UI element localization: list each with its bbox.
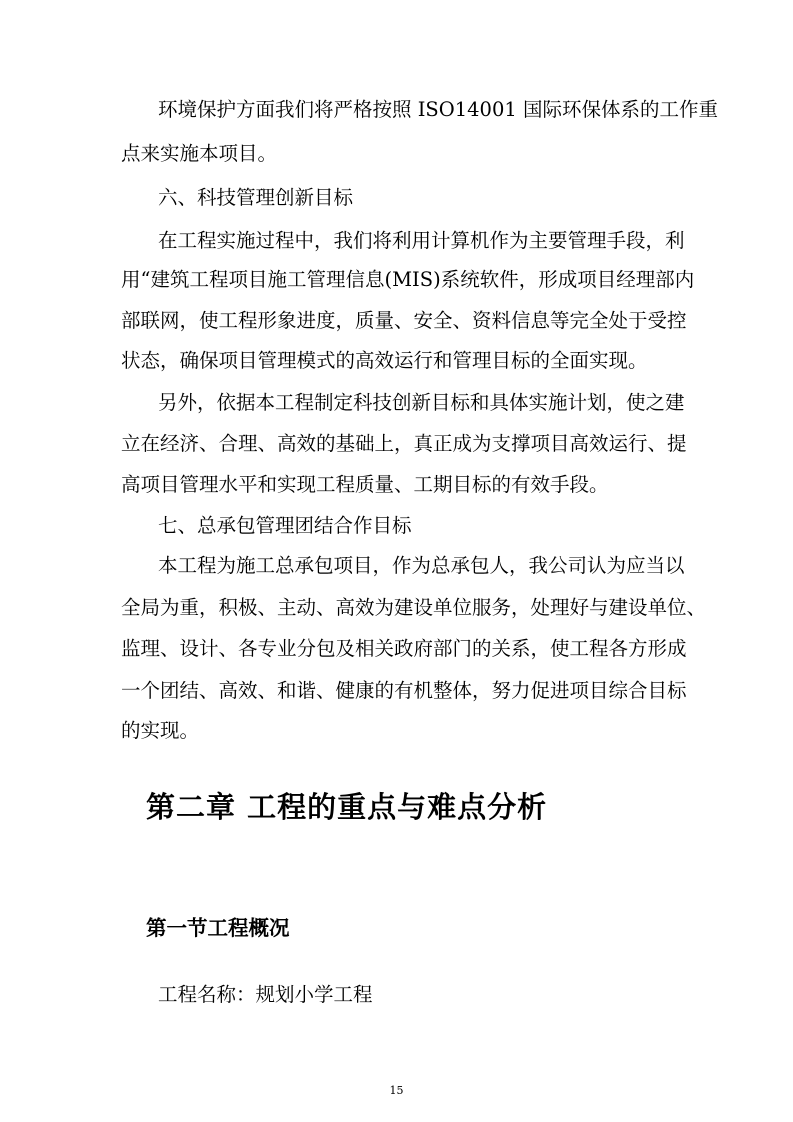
body-text-line: 环境保护方面我们将严格按照 ISO14001 国际环保体系的工作重 [158,98,718,121]
body-text-line: 的实现。 [121,719,200,742]
body-text-line: 立在经济、合理、高效的基础上，真正成为支撑项目高效运行、提 [121,432,687,455]
body-text-line: 状态，确保项目管理模式的高效运行和管理目标的全面实现。 [121,349,648,372]
project-name-line: 工程名称：规划小学工程 [158,983,373,1006]
body-text-line: 另外，依据本工程制定科技创新目标和具体实施计划，使之建 [158,391,685,414]
body-text-line: 监理、设计、各专业分包及相关政府部门的关系，使工程各方形成 [121,637,687,660]
section-heading: 七、总承包管理团结合作目标 [158,514,412,537]
section-title: 第一节工程概况 [146,916,290,940]
body-text-line: 全局为重，积极、主动、高效为建设单位服务，处理好与建设单位、 [121,596,707,619]
body-text-line: 在工程实施过程中，我们将利用计算机作为主要管理手段，利 [158,229,685,252]
body-text-line: 高项目管理水平和实现工程质量、工期目标的有效手段。 [121,473,609,496]
body-text-line: 用“建筑工程项目施工管理信息(MIS)系统软件，形成项目经理部内 [121,268,695,291]
chapter-title: 第二章 工程的重点与难点分析 [146,790,548,824]
body-text-line: 部联网，使工程形象进度，质量、安全、资料信息等完全处于受控 [121,309,687,332]
body-text-line: 本工程为施工总承包项目，作为总承包人，我公司认为应当以 [158,554,685,577]
section-heading: 六、科技管理创新目标 [158,186,354,209]
page-number: 15 [389,1084,404,1097]
body-text-line: 一个团结、高效、和谐、健康的有机整体，努力促进项目综合目标 [121,679,687,702]
body-text-line: 点来实施本项目。 [121,142,278,165]
